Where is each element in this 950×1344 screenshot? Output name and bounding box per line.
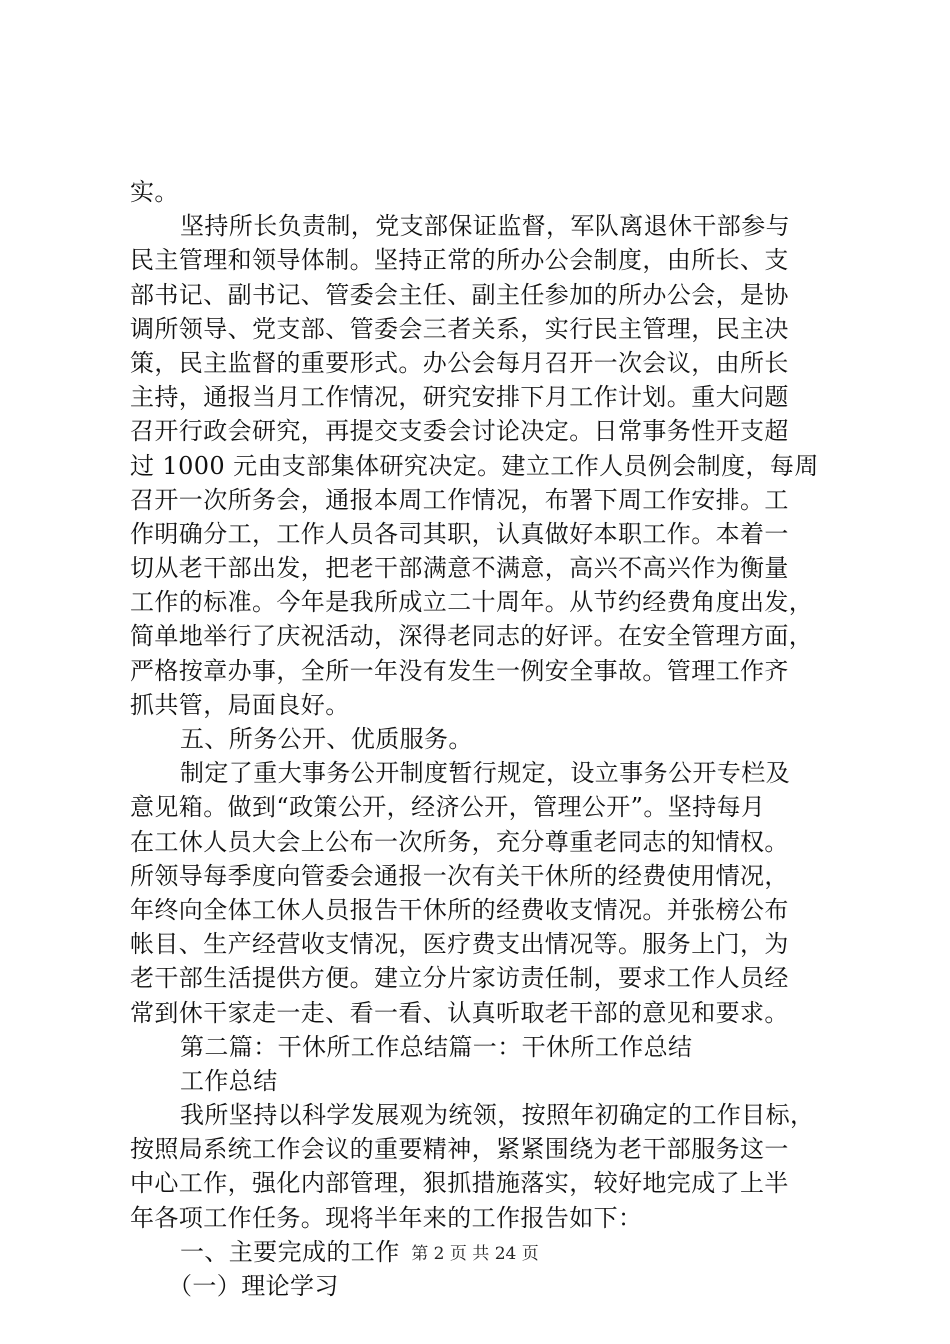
text-line: 年各项工作任务。现将半年来的工作报告如下： <box>130 1203 643 1232</box>
text-line: 简单地举行了庆祝活动，深得老同志的好评。在安全管理方面， <box>130 622 814 651</box>
text-line: 意见箱。做到“政策公开，经济公开，管理公开”。坚持每月 <box>130 793 766 822</box>
text-line: 按照局系统工作会议的重要精神，紧紧围绕为老干部服务这一 <box>130 1135 789 1164</box>
page-number-footer: 第 2 页 共 24 页 <box>411 1244 539 1264</box>
text-line: 过 1000 元由支部集体研究决定。建立工作人员例会制度，每周 <box>130 451 819 480</box>
text-line: 切从老干部出发，把老干部满意不满意，高兴不高兴作为衡量 <box>130 554 789 583</box>
text-line: 所领导每季度向管委会通报一次有关干休所的经费使用情况， <box>130 861 789 890</box>
text-line: 召开行政会研究，再提交支委会讨论决定。日常事务性开支超 <box>130 417 789 446</box>
subsection-heading: （一）理论学习 <box>168 1272 339 1300</box>
section-heading: 一、主要完成的工作 <box>180 1237 400 1266</box>
chapter-heading: 第二篇：干休所工作总结篇一：干休所工作总结 <box>180 1032 693 1061</box>
text-line: 作明确分工，工作人员各司其职，认真做好本职工作。本着一 <box>130 519 789 548</box>
text-line: 年终向全体工休人员报告干休所的经费收支情况。并张榜公布 <box>130 895 789 924</box>
text-line: 民主管理和领导体制。坚持正常的所办公会制度，由所长、支 <box>130 246 789 275</box>
text-line: 严格按章办事，全所一年没有发生一例安全事故。管理工作齐 <box>130 656 789 685</box>
text-line: 部书记、副书记、管委会主任、副主任参加的所办公会，是协 <box>130 280 789 309</box>
text-line: 调所领导、党支部、管委会三者关系，实行民主管理，民主决 <box>130 314 789 343</box>
section-heading: 工作总结 <box>180 1066 278 1095</box>
text-line: 坚持所长负责制，党支部保证监督，军队离退休干部参与 <box>180 212 790 241</box>
text-line: 在工休人员大会上公布一次所务，充分尊重老同志的知情权。 <box>130 827 789 856</box>
text-line: 工作的标准。今年是我所成立二十周年。从节约经费角度出发， <box>130 588 814 617</box>
text-line: 召开一次所务会，通报本周工作情况，布署下周工作安排。工 <box>130 485 789 514</box>
text-line: 制定了重大事务公开制度暂行规定，设立事务公开专栏及 <box>180 759 790 788</box>
text-line: 常到休干家走一走、看一看、认真听取老干部的意见和要求。 <box>130 998 789 1027</box>
text-line: 中心工作，强化内部管理，狠抓措施落实，较好地完成了上半 <box>130 1169 789 1198</box>
text-line: 实。 <box>130 178 179 206</box>
document-body <box>130 175 835 1303</box>
text-line: 老干部生活提供方便。建立分片家访责任制，要求工作人员经 <box>130 964 789 993</box>
text-line: 帐目、生产经营收支情况，医疗费支出情况等。服务上门，为 <box>130 930 789 959</box>
text-line: 主持，通报当月工作情况，研究安排下月工作计划。重大问题 <box>130 383 789 412</box>
text-line: 策，民主监督的重要形式。办公会每月召开一次会议，由所长 <box>130 348 789 377</box>
section-heading: 五、所务公开、优质服务。 <box>180 725 473 753</box>
text-line: 抓共管，局面良好。 <box>130 690 350 719</box>
text-line: 我所坚持以科学发展观为统领，按照年初确定的工作目标， <box>180 1101 815 1130</box>
